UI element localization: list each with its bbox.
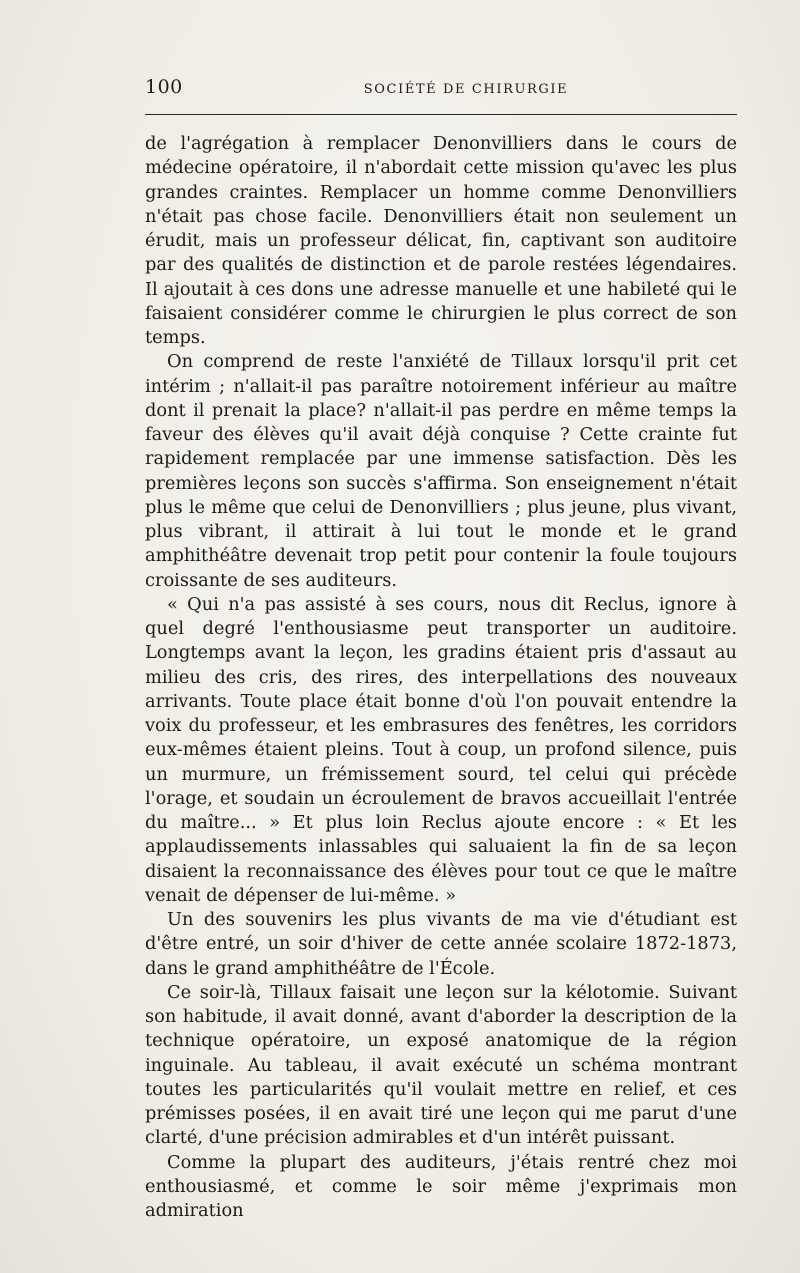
paragraph-6: Comme la plupart des auditeurs, j'étais rentré chez moi enthousiasmé, et comme le soir même j'exprimais mon admiration [145,1151,737,1221]
paragraph-2: On comprend de reste l'anxiété de Tillaux lorsqu'il prit cet intérim ; n'allait-il pas paraître notoirement inférieur au maître dont il prenait la place? n'allait-il pas perdre en même temps la faveur des élèves qu'il avait déjà conquise ? Cette crainte fut rapidement remplacée par une immense satisfaction. Dès les premières leçons son succès s'affirma. Son enseignement n'était plus le même que celui de Denonvilliers ; plus jeune, plus vivant, plus vibrant, il attirait à lui tout le monde et le grand amphithéâtre devenait trop petit pour contenir la foule toujours croissante de ses auditeurs. [145,351,737,591]
paragraph-1: de l'agrégation à remplacer Denonvilliers dans le cours de médecine opératoire, il n'abordait cette mission qu'avec les plus grandes craintes. Remplacer un homme comme Denonvilliers n'était pas chose facile. Denonvilliers était non seulement un érudit, mais un professeur délicat, fin, captivant son auditoire par des qualités de distinction et de parole restées légendaires. Il ajoutait à ces dons une adresse manuelle et une habileté qui le faisaient considérer comme le chirurgien le plus correct de son temps. [145,133,737,348]
paragraph-3: « Qui n'a pas assisté à ses cours, nous dit Reclus, ignore à quel degré l'enthousiasme peut transporter un auditoire. Longtemps avant la leçon, les gradins étaient pris d'assaut au milieu des cris, des rires, des interpellations des nouveaux arrivants. Toute place était bonne d'où l'on pouvait entendre la voix du professeur, et les embrasures des fenêtres, les corridors eux-mêmes étaient pleins. Tout à coup, un profond silence, puis un murmure, un frémissement sourd, tel celui qui précède l'orage, et soudain un écroulement de bravos accueillait l'entrée du maître... » Et plus loin Reclus ajoute encore : « Et les applaudissements inlassables qui saluaient la fin de sa leçon disaient la reconnaissance des élèves pour tout ce que le maître venait de dépenser de lui-même. » [145,593,737,906]
text-body [145,132,737,1223]
header-rule [145,114,737,115]
page-header [145,74,737,98]
paragraph-4: Un des souvenirs les plus vivants de ma vie d'étudiant est d'être entré, un soir d'hiver de cette année scolaire 1872-1873, dans le grand amphithéâtre de l'École. [145,909,737,979]
paragraph-5: Ce soir-là, Tillaux faisait une leçon sur la kélotomie. Suivant son habitude, il avait donné, avant d'aborder la description de la technique opératoire, un exposé anatomique de la région inguinale. Au tableau, il avait exécuté un schéma montrant toutes les particularités qu'il voulait mettre en relief, et ces prémisses posées, il en avait tiré une leçon qui me parut d'une clarté, d'une précision admirables et d'un intérêt puissant. [145,981,737,1149]
page-number: 100 [145,76,183,98]
running-title: SOCIÉTÉ DE CHIRURGIE [363,82,569,97]
